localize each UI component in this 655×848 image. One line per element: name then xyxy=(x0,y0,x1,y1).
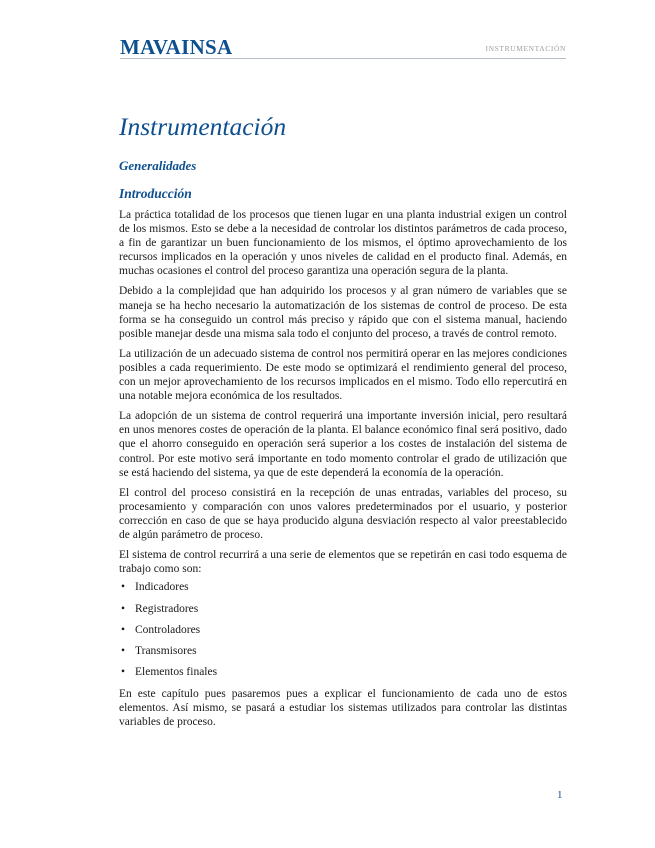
page-title: Instrumentación xyxy=(119,112,287,141)
paragraph: El sistema de control recurrirá a una serie de elementos que se repetirán en casi todo esquema de trabajo como son: xyxy=(119,549,567,576)
paragraph: La utilización de un adecuado sistema de control nos permitirá operar en las mejores condiciones posibles a cada requerimiento. De este modo se optimizará el rendimiento general del proceso, con un mejor aprovechamiento de los recursos implicados en el mismo. Todo ello repercutirá en una notable mejora económica de los resultados. xyxy=(119,347,567,403)
list-item: • Registradores xyxy=(119,602,567,616)
paragraph: El control del proceso consistirá en la recepción de unas entradas, variables del proceso, su procesamiento y comparación con unos valores predeterminados por el usuario, y posterior corrección en caso de que se haya producido alguna desviación respecto al valor preestablecido de algún parámetro de proceso. xyxy=(119,486,567,541)
element-list xyxy=(119,580,567,679)
paragraph: La práctica totalidad de los procesos que tienen lugar en una planta industrial exigen un control de los mismos. Esto se debe a la necesidad de controlar los distintos parámetros de cada proceso, a fin de garantizar un buen funcionamiento de los mismos, el óptimo aprovechamiento de los recursos implicados en la operación y unos niveles de calidad en el producto final. Además, en muchas ocasiones el control del proceso garantiza una operación segura de la planta. xyxy=(119,209,567,278)
paragraph: Debido a la complejidad que han adquirido los procesos y al gran número de variables que se maneja se ha hecho necesario la automatización de los sistemas de control de proceso. De esta forma se ha conseguido un control más preciso y rápido que con el sistema manual, haciendo posible manejar desde una misma sala todo el conjunto del proceso, a través de control remoto. xyxy=(119,285,567,340)
list-item: • Controladores xyxy=(119,623,567,637)
list-item: • Indicadores xyxy=(119,580,567,594)
paragraph: La adopción de un sistema de control requerirá una importante inversión inicial, pero resultará en unos menores costes de operación de la planta. El balance económico final será positivo, dado que el ahorro conseguido en operación será superior a los costes de instalación del sistema de control. Por este motivo será importante en todo momento controlar el grado de utilización que se está haciendo del sistema, ya que de este dependerá la economía de la operación. xyxy=(119,410,567,479)
section-heading: Introducción xyxy=(119,186,192,201)
list-item: • Transmisores xyxy=(119,644,567,658)
closing-paragraph: En este capítulo pues pasaremos pues a explicar el funcionamiento de cada uno de estos elementos. Así mismo, se pasará a estudiar los sistemas utilizados para controlar las distintas variables de proceso. xyxy=(119,687,567,728)
document-body xyxy=(119,112,567,729)
page-header xyxy=(120,36,566,59)
company-logo: MAVAINSA xyxy=(120,35,233,59)
chapter-subtitle: Generalidades xyxy=(119,158,197,173)
page-number: 1 xyxy=(557,789,563,801)
list-item: • Elementos finales xyxy=(119,665,567,679)
running-section-title: INSTRUMENTACIÓN xyxy=(485,44,566,53)
